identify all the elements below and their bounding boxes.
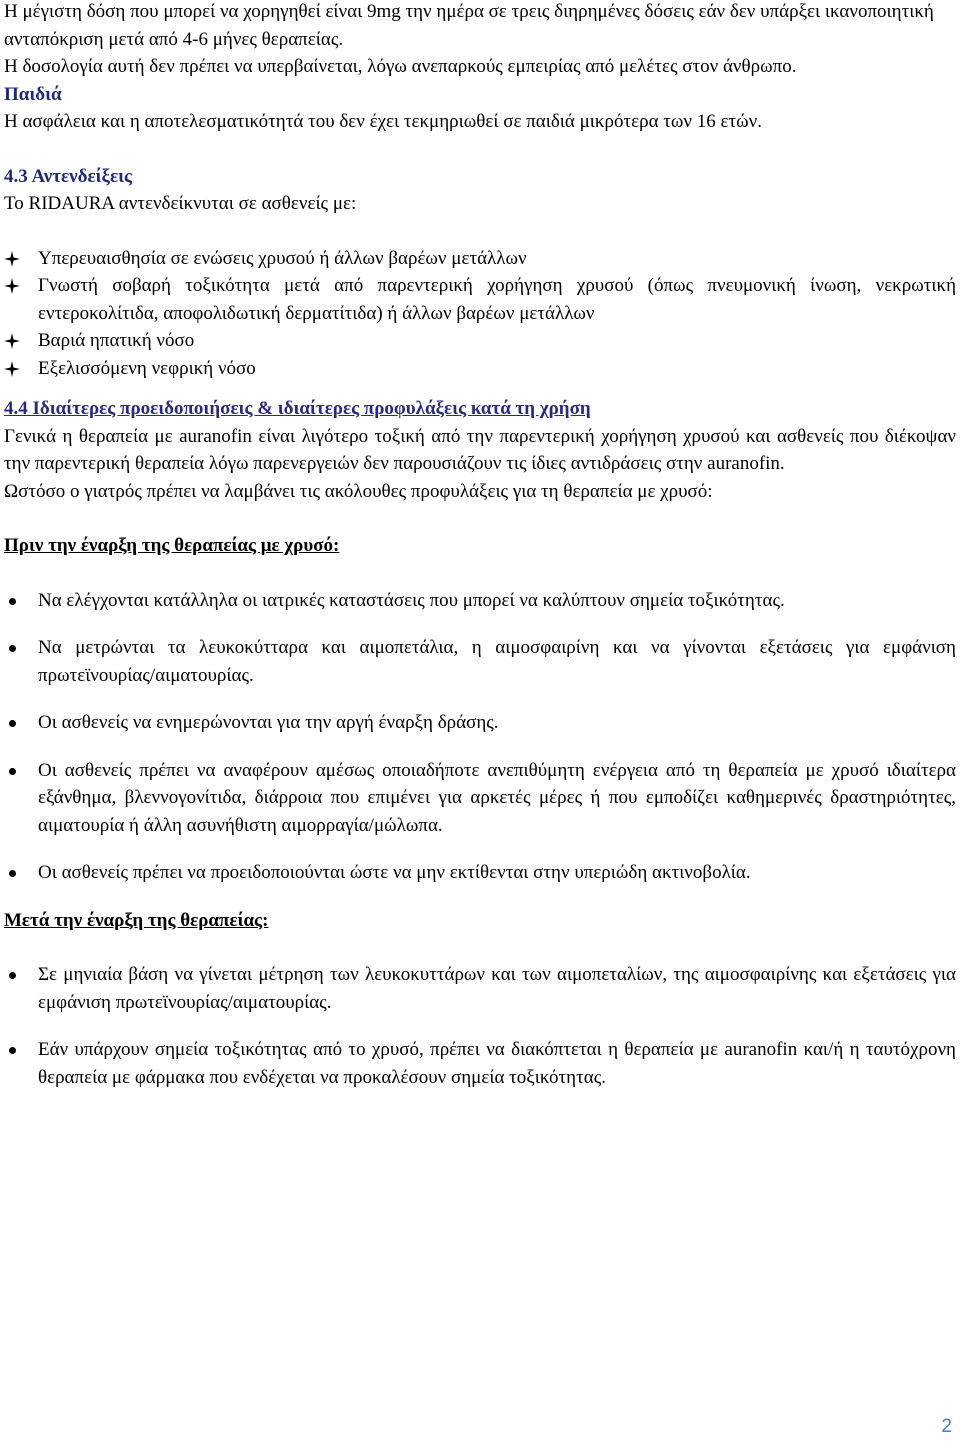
bullet-dot-icon: [9, 768, 16, 775]
diamond-bullet-icon: [4, 333, 20, 349]
children-heading: Παιδιά: [4, 83, 62, 105]
contraindications-heading: 4.3 Αντενδείξεις: [4, 165, 132, 187]
list-item-text: Εξελισσόμενη νεφρική νόσο: [38, 357, 256, 379]
contraindications-list: [4, 245, 956, 383]
list-item-text: Να μετρώνται τα λευκοκύτταρα και αιμοπετάλια, η αιμοσφαιρίνη και να γίνονται εξετάσεις για εμφάνιση πρωτεϊνουρίας/αιματουρίας.: [38, 637, 956, 686]
diamond-bullet-icon: [4, 278, 20, 294]
list-item: [4, 859, 956, 887]
bullet-dot-icon: [9, 645, 16, 652]
list-item: [4, 757, 956, 840]
list-item: [4, 245, 956, 273]
list-item: [4, 587, 956, 615]
contraindications-intro: Το RIDAURA αντενδείκνυται σε ασθενείς με:: [4, 193, 357, 214]
dosage-limit-paragraph: Η δοσολογία αυτή δεν πρέπει να υπερβαίνεται, λόγω ανεπαρκούς εμπειρίας από μελέτες στον άνθρωπο.: [4, 56, 797, 77]
list-item: [4, 961, 956, 1016]
page-number: 2: [941, 1416, 952, 1437]
dosage-max-dose-paragraph: Η μέγιστη δόση που μπορεί να χορηγηθεί είναι 9mg την ημέρα σε τρεις διηρημένες δόσεις εάν δεν υπάρξει ικανοποιητική ανταπόκριση μετά από 4-6 μήνες θεραπείας.: [4, 1, 934, 50]
list-item-text: Βαριά ηπατική νόσο: [38, 330, 195, 351]
list-item: [4, 634, 956, 689]
after-treatment-list: [4, 961, 956, 1091]
list-item: [4, 709, 956, 737]
bullet-dot-icon: [9, 598, 16, 605]
warnings-heading: [4, 395, 956, 423]
list-item: [4, 1036, 956, 1091]
warnings-precautions-intro: Ωστόσο ο γιατρός πρέπει να λαμβάνει τις ακόλουθες προφυλάξεις για τη θεραπεία με χρυσό:: [4, 480, 713, 502]
document-page: [4, 0, 956, 1091]
list-item-text: Υπερευαισθησία σε ενώσεις χρυσού ή άλλων βαρέων μετάλλων: [38, 247, 527, 269]
bullet-dot-icon: [9, 1047, 16, 1054]
list-item: [4, 327, 956, 355]
before-treatment-heading: Πριν την έναρξη της θεραπείας με χρυσό:: [4, 535, 340, 556]
list-item-text: Οι ασθενείς πρέπει να προειδοποιούνται ώστε να μην εκτίθενται στην υπεριώδη ακτινοβολία.: [38, 862, 751, 883]
list-item-text: Εάν υπάρχουν σημεία τοξικότητας από το χρυσό, πρέπει να διακόπτεται η θεραπεία με auranofin και/ή η ταυτόχρονη θεραπεία με φάρμακα που ενδέχεται να προκαλέσουν σημεία τοξικότητας.: [38, 1039, 956, 1088]
list-item: [4, 355, 956, 383]
children-text: Η ασφάλεια και η αποτελεσματικότητά του δεν έχει τεκμηριωθεί σε παιδιά μικρότερα των 16 ετών.: [4, 111, 762, 132]
diamond-bullet-icon: [4, 361, 20, 377]
list-item-text: Οι ασθενείς να ενημερώνονται για την αργή έναρξη δράσης.: [38, 712, 499, 733]
list-item-text: Γνωστή σοβαρή τοξικότητα μετά από παρεντερική χορήγηση χρυσού (όπως πνευμονική ίνωση, νεκρωτική εντεροκολίτιδα, αποφολιδωτική δερματίτιδα) ή άλλων βαρέων μετάλλων: [38, 275, 956, 324]
list-item-text: Οι ασθενείς πρέπει να αναφέρουν αμέσως οποιαδήποτε ανεπιθύμητη ενέργεια από τη θεραπεία με χρυσό ιδιαίτερα εξάνθημα, βλεννογονίτιδα, διάρροια που επιμένει για αρκετές μέρες ή που εμποδίζει καθημερινές δραστηριότητες, αιματουρία ή άλλη ασυνήθιστη αιμορραγία/μώλωπα.: [38, 759, 956, 836]
list-item-text: Να ελέγχονται κατάλληλα οι ιατρικές καταστάσεις που μπορεί να καλύπτουν σημεία τοξικότητας.: [38, 589, 785, 611]
after-treatment-heading: Μετά την έναρξη της θεραπείας:: [4, 909, 269, 931]
bullet-dot-icon: [9, 870, 16, 877]
bullet-dot-icon: [9, 972, 16, 979]
bullet-dot-icon: [9, 720, 16, 727]
warnings-heading-text: 4.4 Ιδιαίτερες προειδοποιήσεις & ιδιαίτερες προφυλάξεις κατά τη χρήση: [4, 398, 591, 419]
warnings-general-paragraph: Γενικά η θεραπεία με auranofin είναι λιγότερο τοξική από την παρεντερική χορήγηση χρυσού και ασθενείς που διέκοψαν την παρεντερική θεραπεία λόγω παρενεργειών δεν παρουσιάζουν τις ίδιες αντιδράσεις στην auranofin.: [4, 425, 956, 474]
list-item-text: Σε μηνιαία βάση να γίνεται μέτρηση των λευκοκυττάρων και των αιμοπεταλίων, της αιμοσφαιρίνης και εξετάσεις για εμφάνιση πρωτεϊνουρίας/αιματουρίας.: [38, 964, 956, 1013]
diamond-bullet-icon: [4, 251, 20, 267]
list-item: [4, 272, 956, 327]
before-treatment-list: [4, 587, 956, 887]
